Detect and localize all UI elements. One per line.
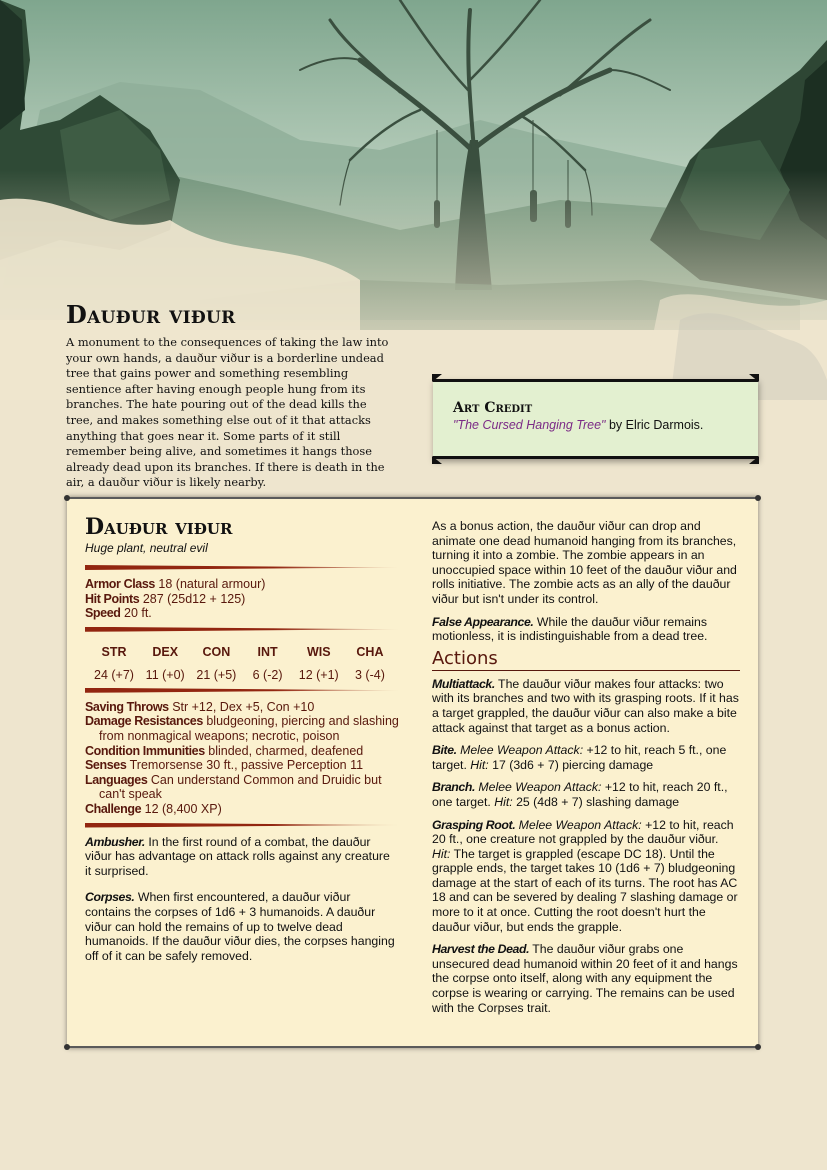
intro-paragraph: A monument to the consequences of taking the law into your own hands, a dauður viður is a borderline undead tree that gains power and something resembling sentience after having enough people hung from its branches. The hate pouring out of the dead kills the tree, and makes something else out of it that attacks anything that goes near it. Some parts of it still remember being alive, and sometimes it hangs those already dead upon its branches. If there is death in the air, a dauður viður is likely nearby. [66,335,389,490]
action-multiattack: Multiattack. The dauður viður makes four attacks: two with its branches and two with its grasping roots. If it has a target grappled, the dauður viður can also make a bite attack against that target as a bonus action. [432,676,739,735]
divider [85,627,399,632]
stat-block-right-column [432,519,740,1023]
trait-false-appearance: False Appearance. While the dauður viður remains motionless, it is indistinguishable from a dead tree. [432,614,708,644]
ability-cha: CHA 3 (-4) [355,644,385,682]
challenge: Challenge 12 (8,400 XP) [85,801,222,816]
divider [85,565,399,570]
ability-dex: DEX 11 (+0) [145,644,185,682]
divider [85,823,399,828]
hit-points: Hit Points 287 (25d12 + 125) [85,591,246,606]
divider [85,688,399,693]
art-credit-box [433,379,758,459]
ability-str: STR 24 (+7) [94,644,134,682]
trait-corpses: Corpses. When first encountered, a dauður viður contains the corpses of 1d6 + 3 humanoids. A dauður viður can hold the remains of up to twelve dead humanoids. If the dauður viður dies, the corpses hanging off of it can be safely removed. [85,890,395,963]
condition-immunities: Condition Immunities blinded, charmed, deafened [85,743,364,758]
speed: Speed 20 ft. [85,606,152,621]
trait-bonus-action: As a bonus action, the dauður viður can drop and animate one dead humanoid hanging from its branches, turning it into a zombie. The zombie appears in an unoccupied space within 10 feet of the dauður viður and rolls initiative. The zombie acts as an ally of the dauður viður but isn't under its control. [432,519,737,606]
action-grasping-root: Grasping Root. Melee Weapon Attack: +12 to hit, reach 20 ft., one creature not grappled by the dauður viður. Hit: The target is grappled (escape DC 18). Until the grapple ends, the target takes 10 (1d6 + 7) bludgeoning damage at the start of each of its turns. The root has AC 18 and can be severed by dealing 7 slashing damage or more to it at once. Cutting the root doesn't hurt the dauður viður, but ends the grapple. [432,817,738,934]
action-bite: Bite. Melee Weapon Attack: +12 to hit, reach 5 ft., one target. Hit: 17 (3d6 + 7) piercing damage [432,743,727,772]
saving-throws: Saving Throws Str +12, Dex +5, Con +10 [85,699,315,714]
monster-type: Huge plant, neutral evil [85,541,208,555]
page-title: Dauður viður [66,300,236,329]
trait-ambusher: Ambusher. In the first round of a combat, the dauður viður has advantage on attack rolls against any creature it surprised. [85,834,390,878]
senses: Senses Tremorsense 30 ft., passive Perception 11 [85,758,364,773]
art-work-title: "The Cursed Hanging Tree" [453,418,606,432]
action-harvest-the-dead: Harvest the Dead. The dauður viður grabs one unsecured dead humanoid within 20 feet of it and hangs the corpse onto itself, along with any equipment the corpse is wearing or carrying. The remains can be used with the Corpses trait. [432,942,738,1015]
stat-block [67,497,758,1048]
intro-section [66,300,396,491]
ability-scores [85,639,399,682]
art-credit-heading: Art Credit [453,400,533,416]
art-credit-line [453,418,758,432]
art-credit-artist: by Elric Darmois. [605,418,704,432]
ability-con: CON 21 (+5) [196,644,237,682]
armor-class: Armor Class 18 (natural armour) [85,577,266,591]
damage-resistances: Damage Resistances bludgeoning, piercing and slashing from nonmagical weapons; necrotic, poison [85,714,399,743]
ability-wis: WIS 12 (+1) [298,644,339,682]
actions-heading: Actions [432,648,740,671]
stat-block-left-column [85,513,399,975]
monster-name: Dauður viður [85,514,233,540]
ability-int: INT 6 (-2) [252,644,283,682]
languages: Languages Can understand Common and Druidic but can't speak [85,772,382,802]
action-branch: Branch. Melee Weapon Attack: +12 to hit, reach 20 ft., one target. Hit: 25 (4d8 + 7) slashing damage [432,780,728,809]
